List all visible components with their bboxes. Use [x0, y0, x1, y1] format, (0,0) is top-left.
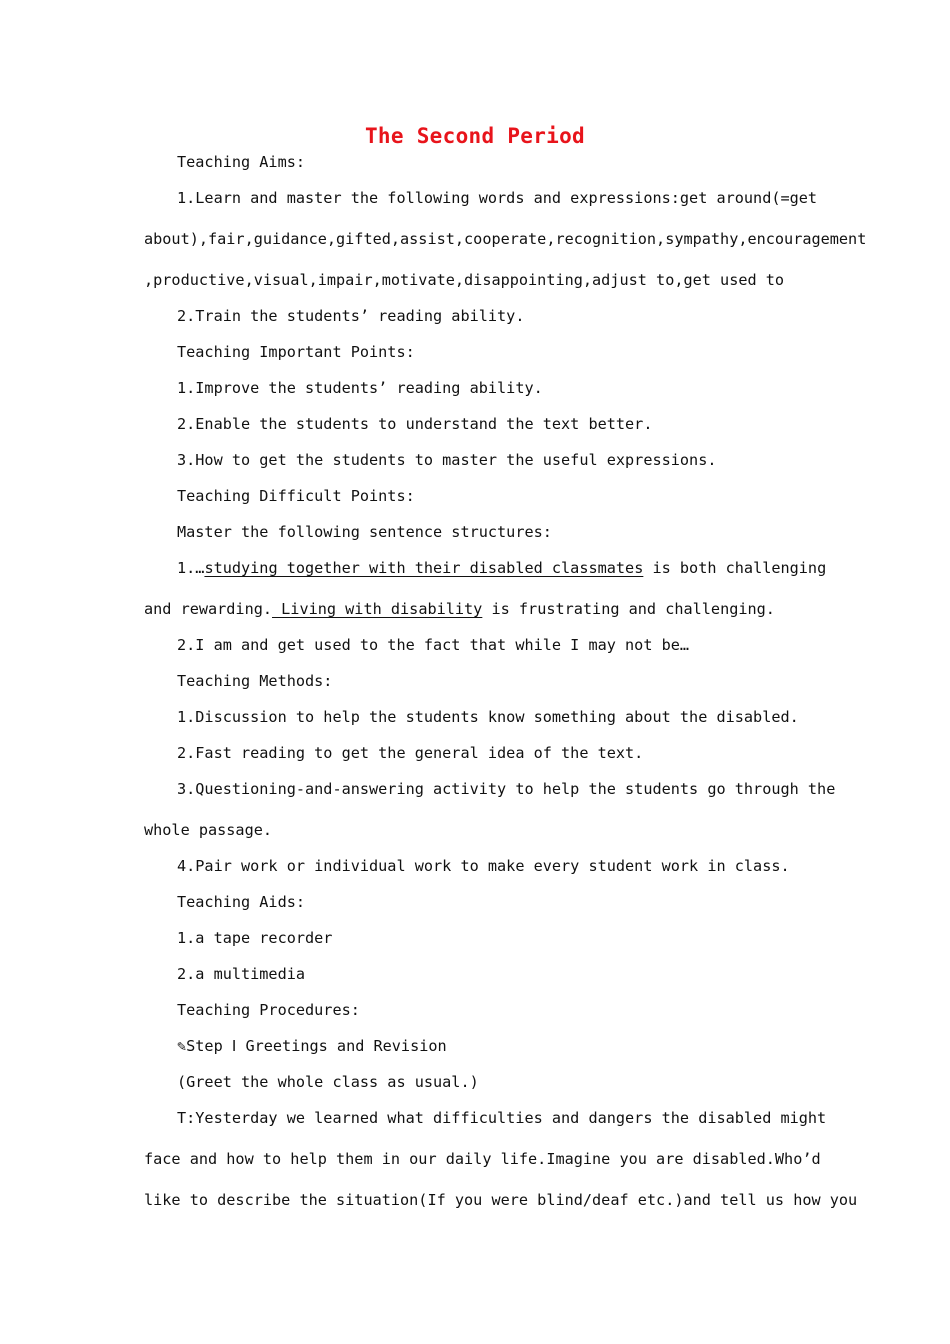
aims-item-1-line-1: 1.Learn and master the following words and expressions:get around(=get	[177, 189, 818, 207]
difficult-point-1-suffix: is both challenging	[643, 559, 827, 577]
important-points-heading: Teaching Important Points:	[177, 343, 415, 361]
difficult-point-1-line-1	[177, 558, 827, 578]
important-point-1: 1.Improve the students’ reading ability.	[177, 379, 543, 397]
difficult-point-1-prefix: 1.…	[177, 559, 205, 577]
difficult-points-heading: Teaching Difficult Points:	[177, 487, 415, 505]
underlined-phrase-2: Living with disability	[272, 600, 483, 618]
important-point-2: 2.Enable the students to understand the text better.	[177, 415, 653, 433]
difficult-point-1b-suffix: is frustrating and challenging.	[482, 600, 775, 618]
teacher-line-3: like to describe the situation(If you were blind/deaf etc.)and tell us how you	[144, 1191, 858, 1209]
greeting-instruction: (Greet the whole class as usual.)	[177, 1073, 479, 1091]
method-3-line-1: 3.Questioning-and-answering activity to help the students go through the	[177, 780, 836, 798]
aims-item-1-line-3: ,productive,visual,impair,motivate,disappointing,adjust to,get used to	[144, 271, 785, 289]
method-4: 4.Pair work or individual work to make every student work in class.	[177, 857, 790, 875]
method-3-line-2: whole passage.	[144, 821, 273, 839]
difficult-point-1-line-2	[144, 599, 806, 619]
teacher-line-1: T:Yesterday we learned what difficulties and dangers the disabled might	[177, 1109, 827, 1127]
difficult-points-intro: Master the following sentence structures:	[177, 523, 552, 541]
aid-1: 1.a tape recorder	[177, 929, 333, 947]
aid-2: 2.a multimedia	[177, 965, 306, 983]
teacher-line-2: face and how to help them in our daily life.Imagine you are disabled.Who’d	[144, 1150, 821, 1168]
method-1: 1.Discussion to help the students know something about the disabled.	[177, 708, 799, 726]
underlined-phrase-1: studying together with their disabled classmates	[204, 559, 644, 577]
page-title: The Second Period	[364, 124, 586, 148]
aids-heading: Teaching Aids:	[177, 893, 306, 911]
aims-item-2: 2.Train the students’ reading ability.	[177, 307, 525, 325]
procedures-heading: Teaching Procedures:	[177, 1001, 360, 1019]
difficult-point-2: 2.I am and get used to the fact that while I may not be…	[177, 636, 690, 654]
step-1-heading: ✎Step Ⅰ Greetings and Revision	[177, 1037, 447, 1055]
method-2: 2.Fast reading to get the general idea of the text.	[177, 744, 644, 762]
important-point-3: 3.How to get the students to master the useful expressions.	[177, 451, 717, 469]
difficult-point-1b-prefix: and rewarding.	[144, 600, 273, 618]
methods-heading: Teaching Methods:	[177, 672, 333, 690]
aims-item-1-line-2: about),fair,guidance,gifted,assist,cooperate,recognition,sympathy,encouragement	[144, 230, 867, 248]
aims-heading: Teaching Aims:	[177, 153, 306, 171]
